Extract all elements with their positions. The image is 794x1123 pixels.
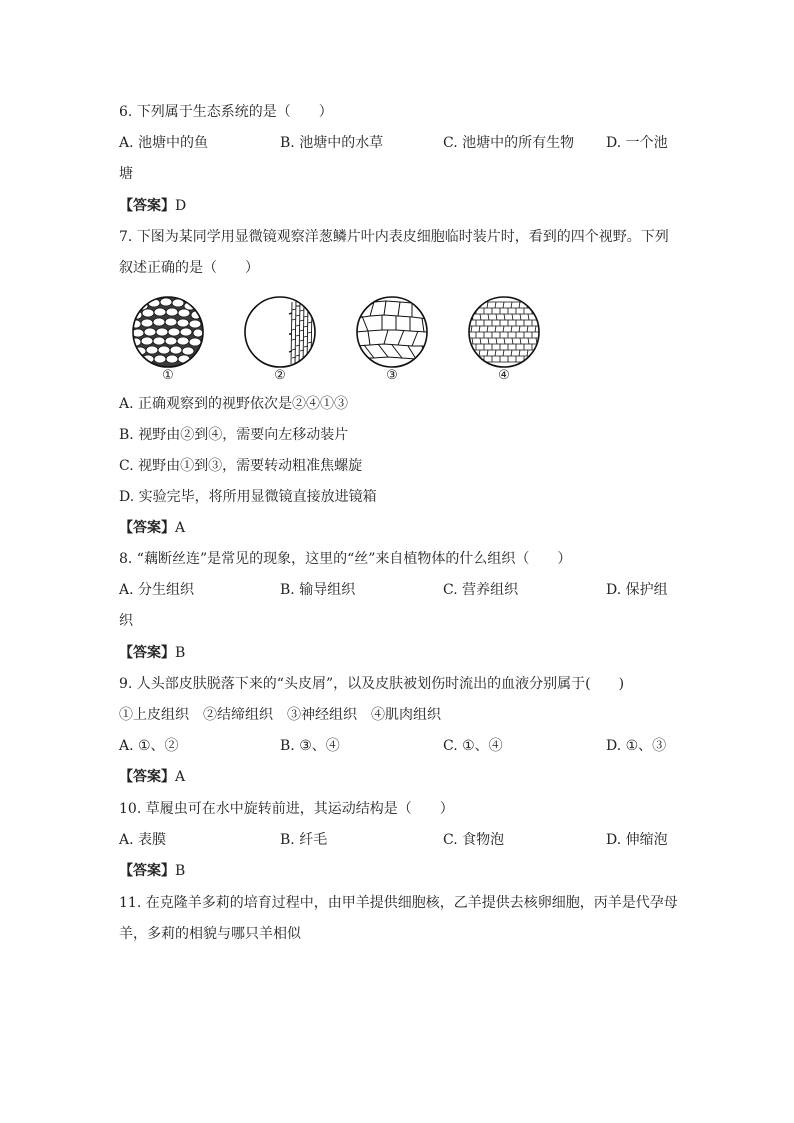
q10-option-a: A. 表膜	[119, 832, 167, 848]
answer-value: D	[175, 198, 187, 214]
q7-answer	[119, 518, 185, 538]
q10-answer	[119, 861, 185, 881]
q6-stem: 6. 下列属于生态系统的是（ ）	[119, 104, 333, 120]
q8-option-d: D. 保护组	[606, 582, 668, 598]
q10-stem: 10. 草履虫可在水中旋转前进，其运动结构是（ ）	[119, 801, 454, 817]
field-4-label: ④	[498, 368, 510, 383]
q9-answer	[119, 767, 185, 787]
q7-option-d: D. 实验完毕，将所用显微镜直接放进镜箱	[119, 489, 377, 505]
microscope-field-4	[464, 294, 544, 386]
q8-option-d-wrap: 织	[119, 613, 133, 629]
q10-option-b: B. 纤毛	[280, 832, 328, 848]
q8-option-a: A. 分生组织	[119, 582, 195, 598]
field-1-label: ①	[162, 368, 174, 383]
q8-option-b: B. 输导组织	[280, 582, 356, 598]
answer-label: 【答案】	[119, 863, 175, 879]
q8-answer	[119, 643, 185, 663]
q6-option-c: C. 池塘中的所有生物	[443, 135, 575, 151]
q6-option-b: B. 池塘中的水草	[280, 135, 384, 151]
q10-option-c: C. 食物泡	[443, 832, 505, 848]
q9-items: ①上皮组织 ②结缔组织 ③神经组织 ④肌肉组织	[119, 707, 441, 723]
q7-stem-line2: 叙述正确的是（ ）	[119, 260, 259, 276]
answer-label: 【答案】	[119, 645, 175, 661]
q6-option-a: A. 池塘中的鱼	[119, 135, 209, 151]
answer-value: A	[175, 520, 186, 536]
q10-option-d: D. 伸缩泡	[606, 832, 668, 848]
q9-stem: 9. 人头部皮肤脱落下来的“头皮屑”，以及皮肤被划伤时流出的血液分别属于( )	[119, 676, 625, 692]
answer-value: B	[175, 863, 186, 879]
q7-option-c: C. 视野由①到③，需要转动粗准焦螺旋	[119, 458, 363, 474]
answer-value: B	[175, 645, 186, 661]
q9-option-a: A. ①、②	[119, 738, 179, 754]
answer-label: 【答案】	[119, 198, 175, 214]
q8-stem: 8. “藕断丝连”是常见的现象，这里的“丝”来自植物体的什么组织（ ）	[119, 551, 572, 567]
q6-option-d-wrap: 塘	[119, 166, 133, 182]
microscope-fields-figure	[119, 294, 559, 386]
answer-label: 【答案】	[119, 520, 175, 536]
q7-stem-line1: 7. 下图为某同学用显微镜观察洋葱鳞片叶内表皮细胞临时装片时，看到的四个视野。下列	[119, 229, 669, 245]
q11-stem-line1: 11. 在克隆羊多莉的培育过程中，由甲羊提供细胞核，乙羊提供去核卵细胞，丙羊是代孕母	[119, 895, 678, 911]
q11-stem-line2: 羊，多莉的相貌与哪只羊相似	[119, 926, 301, 942]
q7-option-a: A. 正确观察到的视野依次是②④①③	[119, 396, 349, 412]
q9-option-c: C. ①、④	[443, 738, 503, 754]
q8-option-c: C. 营养组织	[443, 582, 519, 598]
microscope-field-1	[128, 294, 208, 386]
field-3-label: ③	[386, 368, 398, 383]
answer-value: A	[175, 769, 186, 785]
q6-option-d: D. 一个池	[606, 135, 668, 151]
q9-option-d: D. ①、③	[606, 738, 667, 754]
answer-label: 【答案】	[119, 769, 175, 785]
microscope-field-2	[240, 294, 320, 386]
microscope-field-3	[352, 294, 432, 386]
q7-option-b: B. 视野由②到④，需要向左移动装片	[119, 427, 349, 443]
field-2-label: ②	[274, 368, 286, 383]
q9-option-b: B. ③、④	[280, 738, 340, 754]
q6-answer	[119, 196, 186, 216]
